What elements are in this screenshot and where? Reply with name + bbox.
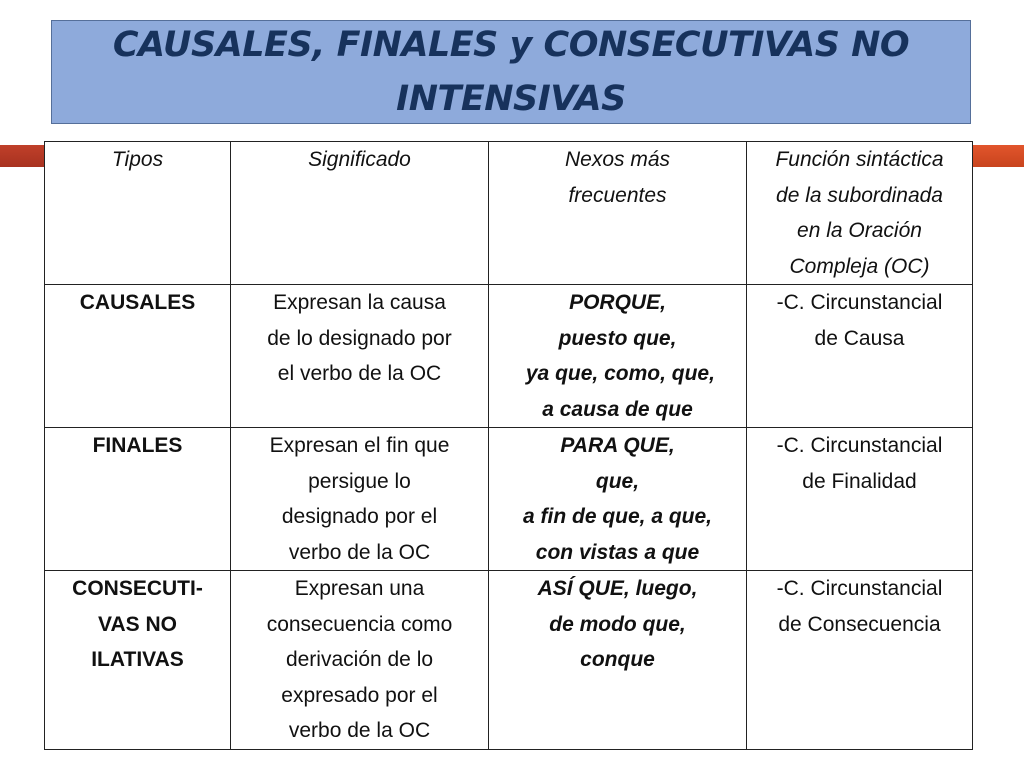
nexos-line: PORQUE, <box>569 291 666 314</box>
tipo-line: CAUSALES <box>79 291 196 314</box>
table-row-consecutivas <box>45 571 973 750</box>
cell-significado <box>231 571 489 750</box>
nexos-line: conque <box>580 648 655 671</box>
header-line: en la Oración <box>797 219 922 242</box>
tipo-line: ILATIVAS <box>91 648 184 671</box>
funcion-line: de Causa <box>814 326 905 350</box>
nexos-line: PARA QUE, <box>560 434 675 457</box>
funcion-line: de Finalidad <box>802 469 917 493</box>
significado-line: verbo de la OC <box>288 719 431 742</box>
header-line: Función sintáctica <box>775 148 944 171</box>
significado-line: expresado por el <box>281 683 438 707</box>
cell-funcion <box>747 285 973 428</box>
significado-line: derivación de lo <box>285 648 434 671</box>
title-line-1: CAUSALES, FINALES y CONSECUTIVAS NO <box>112 25 910 65</box>
comparison-table <box>44 141 973 750</box>
nexos-line: con vistas a que <box>535 540 700 564</box>
header-tipos <box>45 142 231 285</box>
significado-line: el verbo de la OC <box>277 362 442 385</box>
significado-line: designado por el <box>281 505 438 528</box>
title-line-2: INTENSIVAS <box>396 79 626 119</box>
significado-line: verbo de la OC <box>288 540 431 564</box>
funcion-line: -C. Circunstancial <box>776 291 943 314</box>
significado-line: de lo designado por <box>267 326 452 350</box>
funcion-line: -C. Circunstancial <box>776 577 943 600</box>
cell-nexos <box>489 285 747 428</box>
tipo-line: CONSECUTI- <box>72 577 203 600</box>
nexos-line: de modo que, <box>549 612 686 636</box>
tipo-line: FINALES <box>92 434 183 457</box>
header-nexos <box>489 142 747 285</box>
header-line: Significado <box>308 148 411 171</box>
cell-tipo <box>45 428 231 571</box>
title-box <box>51 20 971 124</box>
funcion-line: -C. Circunstancial <box>776 434 943 457</box>
header-line: Nexos más <box>564 148 671 171</box>
decorative-stripe-right <box>972 145 1024 167</box>
significado-line: Expresan el fin que <box>269 434 450 457</box>
cell-funcion <box>747 428 973 571</box>
cell-nexos <box>489 571 747 750</box>
significado-line: consecuencia como <box>266 612 453 636</box>
cell-significado <box>231 285 489 428</box>
nexos-line: que, <box>595 469 640 493</box>
funcion-line: de Consecuencia <box>778 612 941 636</box>
table-header-row <box>45 142 973 285</box>
nexos-line: puesto que, <box>558 326 677 350</box>
cell-nexos <box>489 428 747 571</box>
table-row-causales <box>45 285 973 428</box>
header-significado <box>231 142 489 285</box>
cell-tipo <box>45 285 231 428</box>
significado-line: Expresan una <box>294 577 425 600</box>
header-line: de la subordinada <box>776 183 943 207</box>
table-row-finales <box>45 428 973 571</box>
significado-line: persigue lo <box>308 469 411 493</box>
cell-tipo <box>45 571 231 750</box>
header-line: frecuentes <box>568 183 667 207</box>
significado-line: Expresan la causa <box>273 291 446 314</box>
page-title <box>113 18 909 126</box>
tipo-line: VAS NO <box>98 612 177 636</box>
nexos-line: a fin de que, a que, <box>522 505 713 528</box>
cell-significado <box>231 428 489 571</box>
nexos-line: ya que, como, que, <box>520 362 715 385</box>
header-line: Tipos <box>111 148 164 171</box>
header-funcion <box>747 142 973 285</box>
nexos-line: ASÍ QUE, luego, <box>537 577 698 600</box>
header-line: Compleja (OC) <box>789 254 930 278</box>
cell-funcion <box>747 571 973 750</box>
nexos-line: a causa de que <box>542 397 693 421</box>
